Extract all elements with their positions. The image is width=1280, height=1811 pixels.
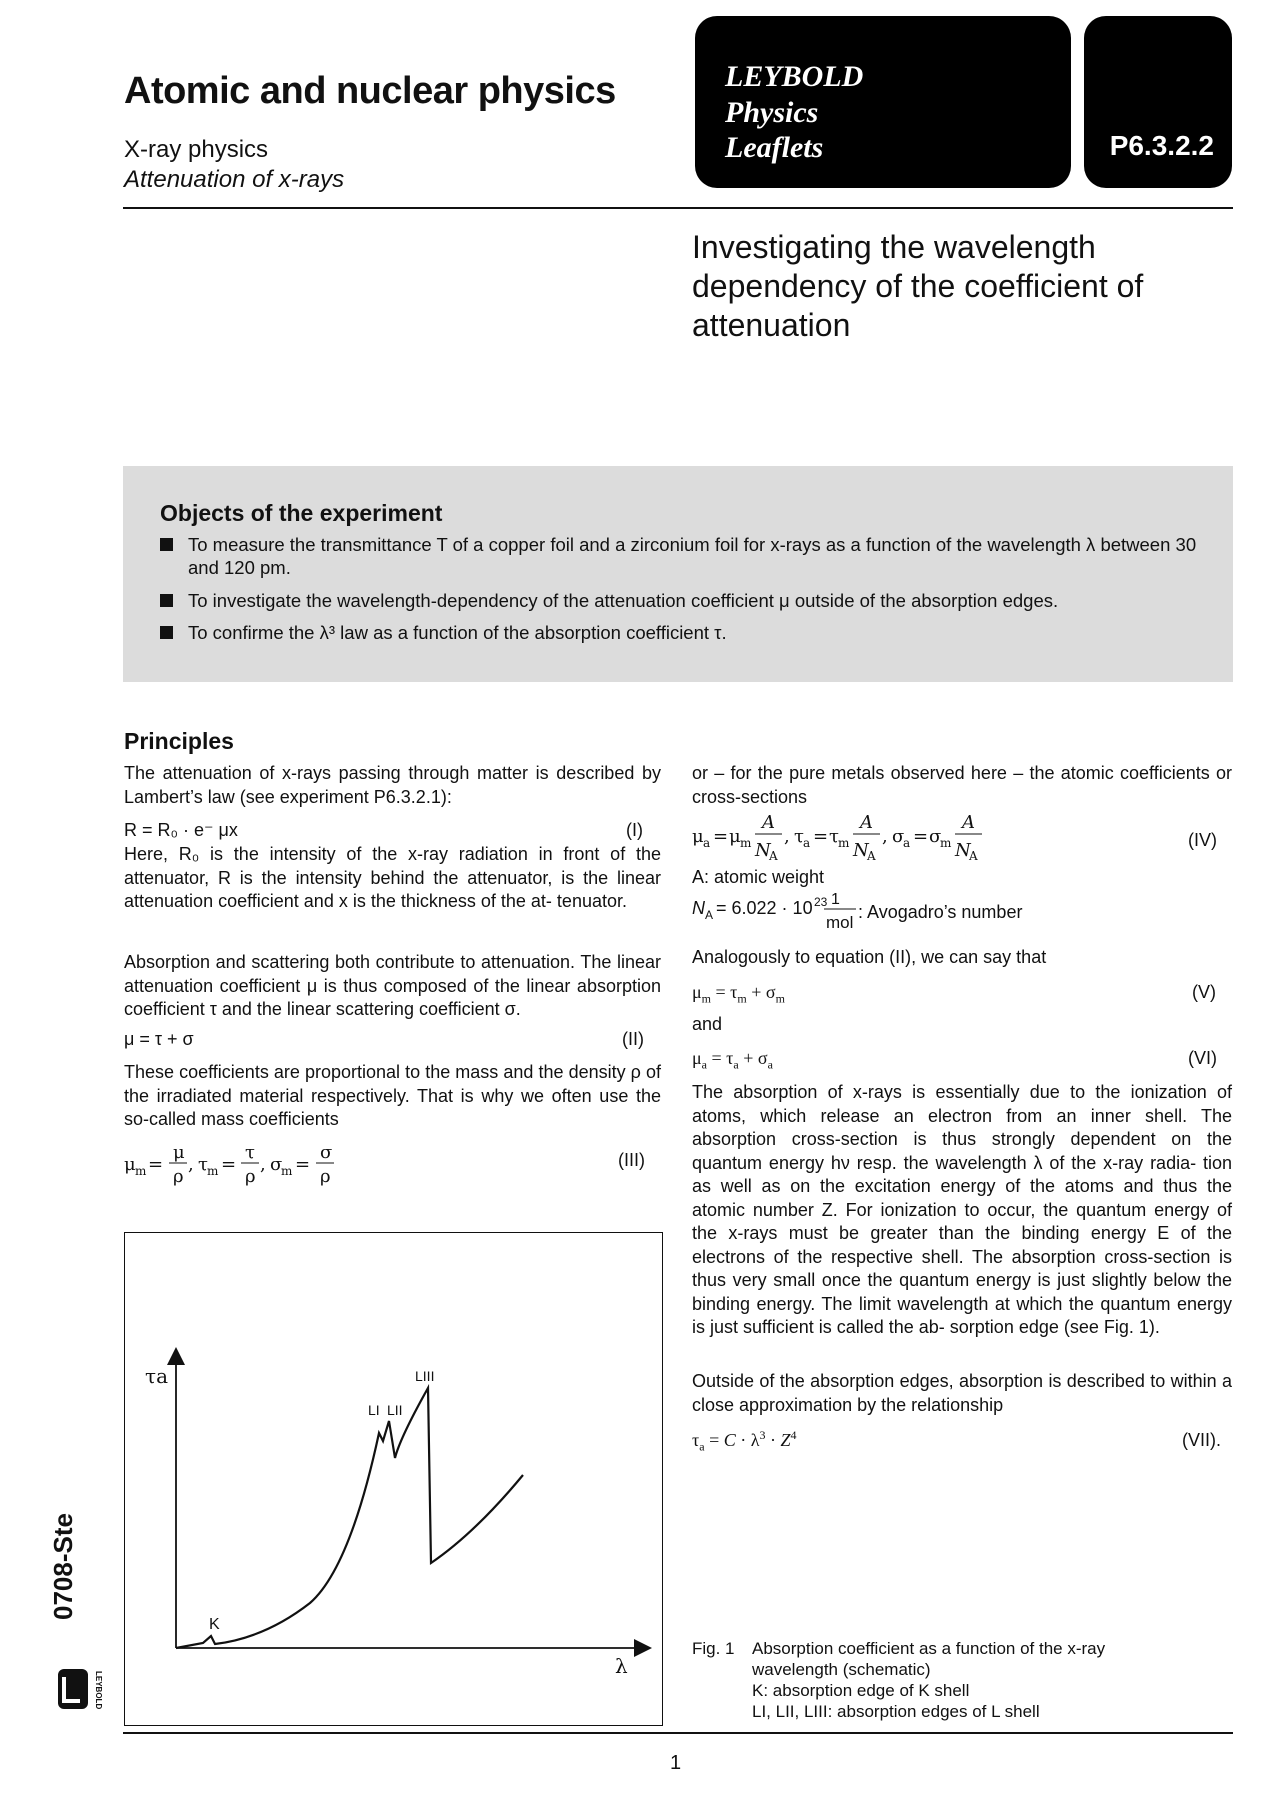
equation-3-number: (III) bbox=[618, 1150, 645, 1170]
svg-text:m: m bbox=[838, 836, 850, 850]
objects-item-text: To investigate the wavelength-dependency of the attenuation coefficient μ outside of the absorption edges. bbox=[188, 590, 1059, 611]
svg-text:=: = bbox=[913, 826, 929, 847]
footer-divider bbox=[123, 1732, 1233, 1734]
svg-text:a: a bbox=[803, 836, 811, 850]
figure-caption-label: Fig. 1 bbox=[692, 1639, 735, 1658]
svg-text:τ: τ bbox=[198, 1154, 208, 1175]
leybold-logo-graphic bbox=[56, 1665, 102, 1713]
svg-text:A: A bbox=[962, 812, 975, 833]
svg-text:A: A bbox=[769, 849, 778, 863]
equation-4 bbox=[692, 812, 1012, 864]
right-paragraph-1: or – for the pure metals observed here – the atomic coefficients or cross-sections bbox=[692, 763, 1232, 807]
svg-text:μ: μ bbox=[124, 1154, 136, 1175]
bullet-square-icon bbox=[160, 594, 173, 607]
right-paragraph-4: Analogously to equation (II), we can say that bbox=[692, 947, 1047, 967]
figure-caption-line: LI, LII, LIII: absorption edges of L shell bbox=[752, 1702, 1040, 1721]
leaflet-code-box bbox=[1084, 16, 1232, 188]
svg-text:A: A bbox=[860, 812, 873, 833]
svg-text:μ: μ bbox=[173, 1142, 185, 1163]
bullet-square-icon bbox=[160, 538, 173, 551]
objects-heading: Objects of the experiment bbox=[160, 500, 443, 526]
equation-4-number: (IV) bbox=[1188, 830, 1217, 850]
equation-7: $\tau_a = C \cdot \lambda^3 \cdot Z^4$ bbox=[692, 1428, 797, 1454]
equation-1: R = R₀ · e⁻ μx bbox=[124, 820, 238, 840]
svg-text:,: , bbox=[882, 826, 888, 847]
svg-text:A: A bbox=[762, 812, 775, 833]
svg-text:τ: τ bbox=[245, 1142, 255, 1163]
svg-text:m: m bbox=[281, 1164, 293, 1178]
equation-3-graphic bbox=[124, 1140, 424, 1190]
svg-text:σ: σ bbox=[929, 826, 942, 847]
svg-text:ρ: ρ bbox=[245, 1166, 256, 1187]
svg-text:σ: σ bbox=[892, 826, 905, 847]
equation-5: $\mu_m = \tau_m + \sigma_m$ bbox=[692, 982, 785, 1006]
figure-1-box bbox=[124, 1232, 663, 1726]
svg-text:ρ: ρ bbox=[320, 1166, 331, 1187]
objects-item bbox=[160, 621, 1220, 645]
brand-line-3: Leaflets bbox=[725, 131, 824, 164]
objects-item bbox=[160, 589, 1220, 613]
svg-text:,: , bbox=[260, 1154, 266, 1175]
avogadro-line bbox=[692, 890, 1072, 934]
svg-text:a: a bbox=[703, 836, 711, 850]
svg-text:1: 1 bbox=[831, 891, 840, 908]
header-divider bbox=[123, 207, 1233, 209]
objects-item-text: To confirme the λ³ law as a function of the absorption coefficient τ. bbox=[188, 622, 727, 643]
svg-text:m: m bbox=[940, 836, 952, 850]
figure-caption-line: Absorption coefficient as a function of the x-ray bbox=[752, 1639, 1106, 1658]
svg-text:A: A bbox=[867, 849, 876, 863]
experiment-title: Investigating the wavelength dependency of the coefficient of attenuation bbox=[692, 229, 1144, 343]
principles-paragraph-1: The attenuation of x-rays passing through matter is described by Lambert’s law (see experiment P6.3.2.1): bbox=[124, 763, 661, 807]
side-document-code: 0708-Ste bbox=[48, 1513, 78, 1620]
right-paragraph-5: and bbox=[692, 1014, 723, 1034]
equation-2: μ = τ + σ bbox=[124, 1029, 194, 1049]
equation-2-number: (II) bbox=[622, 1029, 644, 1049]
svg-text:m: m bbox=[135, 1164, 147, 1178]
edge-label-l2: LII bbox=[387, 1402, 403, 1418]
svg-text:m: m bbox=[207, 1164, 219, 1178]
principles-paragraph-3: Absorption and scattering both contribute to attenuation. The linear attenuation coefficient μ is thus composed of the linear absorption coefficient τ and the linear scattering coefficient σ. bbox=[124, 952, 661, 1019]
principles-paragraph-2: Here, R₀ is the intensity of the x-ray radiation in front of the attenuator, R is the intensity behind the attenuator, is the linear attenuation coefficient and x is the thickness of the at- tenuator. bbox=[124, 844, 661, 911]
right-paragraph-6: The absorption of x-rays is essentially due to the ionization of atoms, which release an electron from an inner shell. The absorption cross-section is thus strongly dependent on the quantum energy hν resp. the wavelength λ of the x-ray radia- tion as well as on the excitation energy of the atoms and thus the atomic number Z. For ionization to occur, the quantum energy of the x-rays must be greater than the binding energy E of the electrons of the respective shell. The absorption cross-section is thus very small once the quantum energy is just slightly below the binding energy. The limit wavelength at which the quantum energy is just sufficient is called the ab- sorption edge (see Fig. 1). bbox=[692, 1082, 1232, 1337]
svg-text:= 6.022 · 10: = 6.022 · 10 bbox=[716, 898, 813, 918]
leybold-brand-box bbox=[695, 16, 1071, 188]
equation-1-number: (I) bbox=[626, 820, 643, 840]
svg-text:N: N bbox=[692, 898, 705, 918]
bullet-square-icon bbox=[160, 626, 173, 639]
principles-heading: Principles bbox=[124, 728, 234, 754]
avogadro-equation bbox=[692, 890, 842, 934]
edge-label-l3: LIII bbox=[415, 1368, 435, 1384]
svg-text:μ: μ bbox=[692, 826, 704, 847]
figure-caption-line: K: absorption edge of K shell bbox=[752, 1681, 970, 1700]
svg-text:mol: mol bbox=[826, 913, 854, 932]
svg-text:τ: τ bbox=[829, 826, 839, 847]
edge-label-k: K bbox=[209, 1616, 220, 1633]
leybold-logo-icon bbox=[56, 1665, 102, 1713]
svg-text:μ: μ bbox=[729, 826, 741, 847]
svg-text:σ: σ bbox=[270, 1154, 283, 1175]
equation-6-number: (VI) bbox=[1188, 1048, 1217, 1068]
y-axis-label: τa bbox=[145, 1364, 168, 1388]
page-subsubtitle: Attenuation of x-rays bbox=[124, 166, 345, 193]
svg-text:=: = bbox=[813, 826, 829, 847]
avogadro-unit-fraction bbox=[822, 890, 862, 934]
svg-text:,: , bbox=[784, 826, 790, 847]
svg-text:N: N bbox=[755, 840, 771, 861]
right-paragraph-2: A: atomic weight bbox=[692, 867, 825, 887]
page-number: 1 bbox=[670, 1752, 682, 1774]
right-paragraph-7: Outside of the absorption edges, absorption is described to within a close approximation by the relationship bbox=[692, 1371, 1232, 1415]
svg-text:τ: τ bbox=[794, 826, 804, 847]
svg-text:A: A bbox=[969, 849, 978, 863]
x-axis-label: λ bbox=[615, 1654, 628, 1678]
svg-text:N: N bbox=[853, 840, 869, 861]
equation-6: $\mu_a = \tau_a + \sigma_a$ bbox=[692, 1048, 773, 1072]
principles-paragraph-4: These coefficients are proportional to the mass and the density ρ of the irradiated material respectively. That is why we often use the so-called mass coefficients bbox=[124, 1062, 661, 1129]
figure-caption-line: wavelength (schematic) bbox=[752, 1660, 931, 1679]
equation-4-graphic bbox=[692, 812, 1012, 864]
svg-text:=: = bbox=[713, 826, 729, 847]
svg-text:=: = bbox=[148, 1154, 164, 1175]
svg-text:a: a bbox=[903, 836, 911, 850]
avogadro-label: : Avogadro’s number bbox=[858, 902, 1023, 922]
brand-line-2: Physics bbox=[725, 96, 819, 129]
edge-label-l1: LI bbox=[368, 1402, 380, 1418]
equation-3 bbox=[124, 1140, 424, 1190]
objects-item bbox=[160, 533, 1220, 581]
svg-text:m: m bbox=[740, 836, 752, 850]
absorption-edge-plot bbox=[125, 1233, 662, 1725]
svg-text:ρ: ρ bbox=[173, 1166, 184, 1187]
objects-item-text: To measure the transmittance T of a copper foil and a zirconium foil for x-rays as a function of the wavelength λ between 30 and 120 pm. bbox=[188, 534, 1197, 578]
svg-text:σ: σ bbox=[320, 1142, 333, 1163]
svg-text:,: , bbox=[188, 1154, 194, 1175]
svg-text:N: N bbox=[955, 840, 971, 861]
absorption-curve bbox=[176, 1388, 523, 1648]
page-title: Atomic and nuclear physics bbox=[124, 70, 616, 112]
equation-5-number: (V) bbox=[1192, 982, 1216, 1002]
svg-text:23: 23 bbox=[814, 895, 828, 909]
leaflet-code: P6.3.2.2 bbox=[1109, 130, 1214, 161]
svg-text:A: A bbox=[705, 908, 714, 922]
equation-7-number: (VII). bbox=[1182, 1430, 1221, 1450]
svg-text:=: = bbox=[295, 1154, 311, 1175]
brand-line-1: LEYBOLD bbox=[725, 60, 864, 93]
logo-text: LEYBOLD bbox=[94, 1671, 103, 1710]
page-subtitle: X-ray physics bbox=[124, 136, 269, 163]
svg-text:=: = bbox=[221, 1154, 237, 1175]
